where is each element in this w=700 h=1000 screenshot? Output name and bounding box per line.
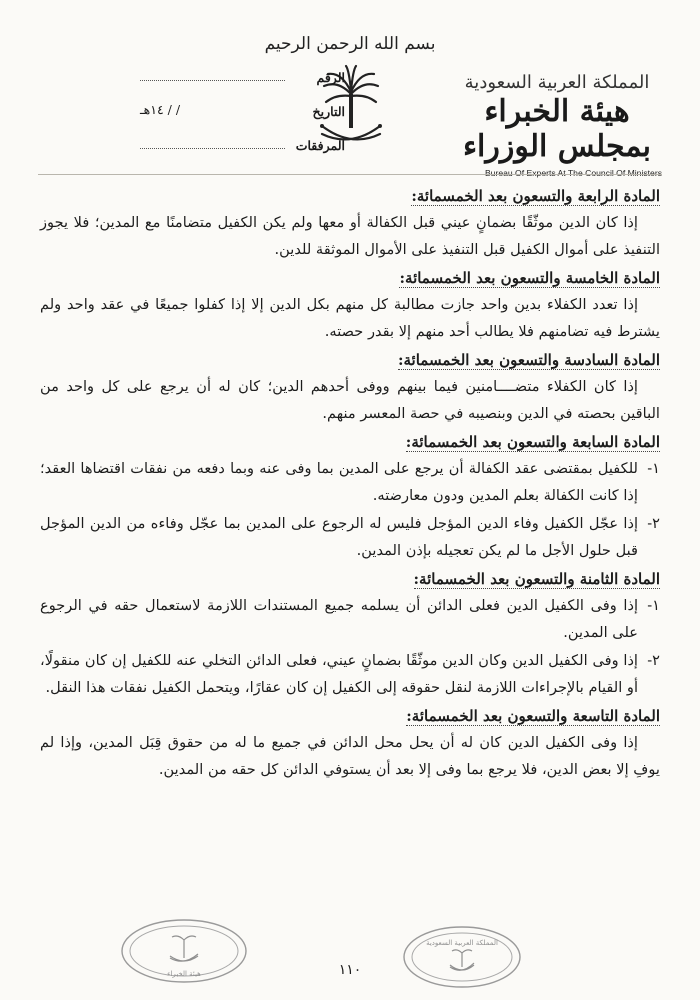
svg-text:المملكة العربية السعودية: المملكة العربية السعودية	[426, 939, 498, 947]
org-bureau-name: هيئة الخبراء بمجلس الوزراء	[462, 94, 652, 164]
article-595	[40, 265, 660, 345]
article-594	[40, 183, 660, 263]
article-item: ٢-إذا وفى الكفيل الدين وكان الدين موثّقًا بضمانٍ عيني، فعلى الدائن التخلي عنه للكفيل إن كان منقولًا، أو القيام بالإجراءات اللازمة لنقل حقوقه إلى الكفيل إن كان عقارًا، ويتحمل الكفيل نفقات هذا النقل.	[40, 652, 660, 696]
number-line	[140, 80, 285, 81]
article-title: المادة الثامنة والتسعون بعد الخمسمائة:	[413, 570, 660, 588]
basmala: بسم الله الرحمن الرحيم	[264, 34, 436, 54]
article-title: المادة الرابعة والتسعون بعد الخمسمائة:	[411, 187, 660, 205]
number-label: الرقم	[316, 70, 345, 85]
article-title: المادة التاسعة والتسعون بعد الخمسمائة:	[406, 707, 660, 725]
article-599	[40, 703, 660, 783]
org-english-name: Bureau Of Experts At The Council Of Ministers	[484, 168, 662, 178]
document-meta	[140, 70, 345, 172]
article-title: المادة الخامسة والتسعون بعد الخمسمائة:	[399, 269, 660, 287]
meta-date-row	[140, 104, 345, 138]
article-item: ١-للكفيل بمقتضى عقد الكفالة أن يرجع على المدين بما وفى عنه وبما دفعه من نفقات اقتضاها العقد؛ إذا كانت الكفالة بعلم المدين ودون معارضته.	[40, 460, 660, 504]
org-kingdom-name: المملكة العربية السعودية	[464, 72, 650, 93]
article-597	[40, 429, 660, 564]
article-598	[40, 566, 660, 701]
meta-number-row	[140, 70, 345, 104]
article-paragraph: إذا تعدد الكفلاء بدين واحد جازت مطالبة كل منهم بكل الدين إلا إذا كفلوا جميعًا في عقد واحد ولم يشترط فيه تضامنهم فلا يطالب أحد منهم إلا بقدر حصته.	[40, 296, 660, 340]
attachments-line	[140, 148, 285, 149]
article-paragraph: إذا كان الكفلاء متضــــامنين فيما بينهم ووفى أحدهم الدين؛ كان له أن يرجع على كل واحد من الباقين بحصته في الدين وبنصيبه في حصة المعسر منهم.	[40, 378, 660, 422]
article-title: المادة السابعة والتسعون بعد الخمسمائة:	[405, 433, 660, 451]
article-596	[40, 347, 660, 427]
date-value: / / ١٤هـ	[140, 102, 181, 117]
article-item: ١-إذا وفى الكفيل الدين فعلى الدائن أن يسلمه جميع المستندات اللازمة لاستعمال حقه في الرجوع على المدين.	[40, 597, 660, 641]
article-item: ٢-إذا عجّل الكفيل وفاء الدين المؤجل فليس له الرجوع على المدين بما عجّل وفاءه من الدين المؤجل قبل حلول الأجل ما لم يكن تعجيله بإذن المدين.	[40, 515, 660, 559]
svg-text:هيئة الخبراء: هيئة الخبراء	[167, 970, 201, 978]
date-label: التاريخ	[312, 104, 345, 119]
header-divider	[38, 174, 662, 175]
organization-logo	[452, 72, 662, 178]
document-body	[40, 183, 660, 785]
article-paragraph: إذا كان الدين موثّقًا بضمانٍ عيني قبل الكفالة أو معها ولم يكن الكفيل متضامنًا مع المدين؛ فلا يجوز التنفيذ على أموال الكفيل قبل التنفيذ على الأموال الموثقة للدين.	[40, 214, 660, 258]
article-title: المادة السادسة والتسعون بعد الخمسمائة:	[397, 351, 660, 369]
meta-attachments-row	[140, 138, 345, 172]
official-stamp-right-icon	[402, 925, 522, 989]
article-paragraph: إذا وفى الكفيل الدين كان له أن يحل محل الدائن في جميع ما له من حقوق قِبَل المدين، وإذا لم يوفِ إلا بعض الدين، فلا يرجع بما وفى إلا بعد أن يستوفي الدائن كل حقه من المدين.	[40, 734, 660, 778]
attachments-label: المرفقات	[295, 138, 345, 153]
page-number: ١١٠	[338, 962, 362, 978]
